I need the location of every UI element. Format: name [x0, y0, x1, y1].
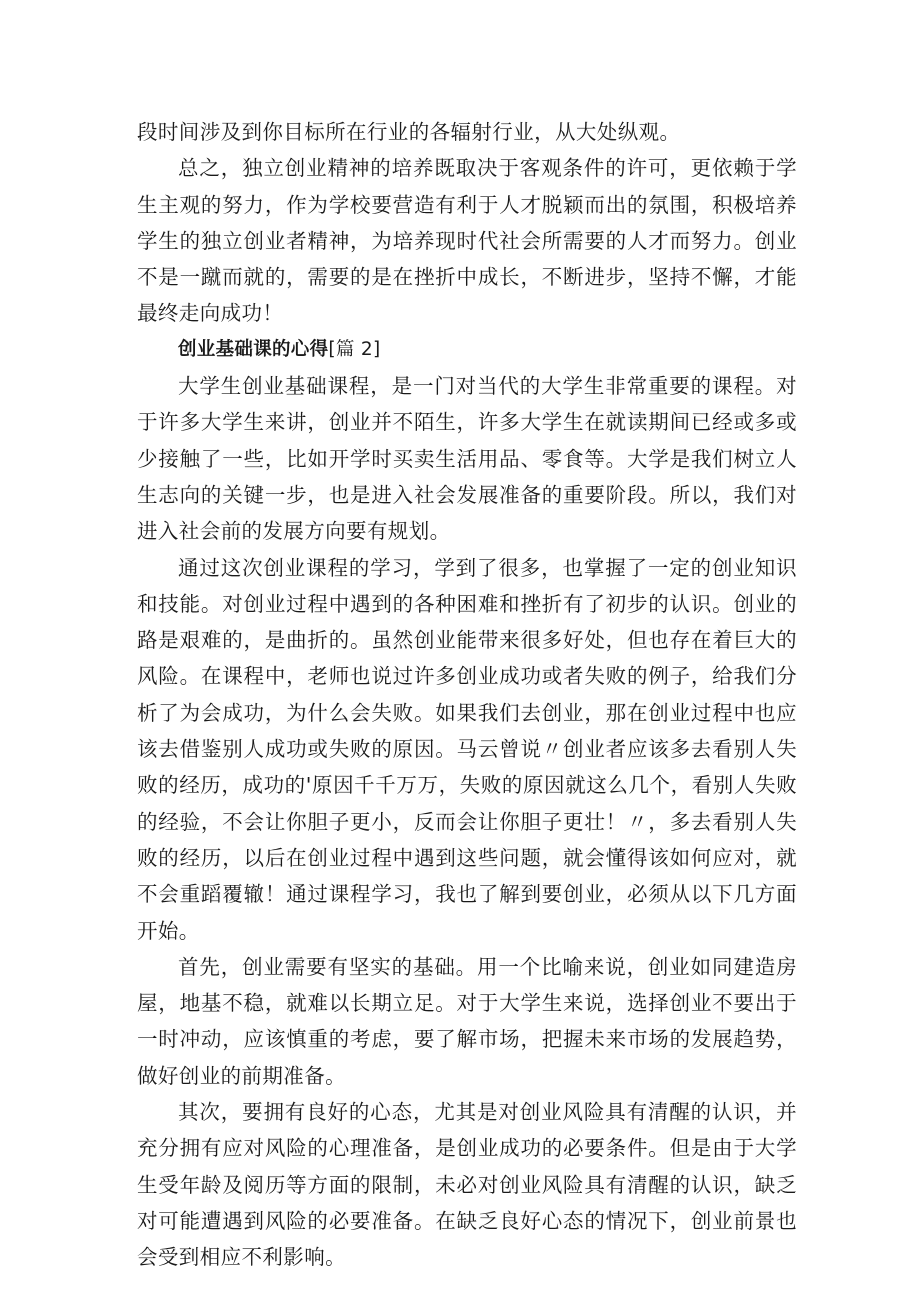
section-heading — [137, 332, 797, 368]
paragraph-conclusion: 总之，独立创业精神的培养既取决于客观条件的许可，更依赖于学生主观的努力，作为学校要营造有利于人才脱颖而出的氛围，积极培养学生的独立创业者精神，为培养现时代社会所需要的人才而努力。创业不是一蹴而就的，需要的是在挫折中成长，不断进步，坚持不懈，才能最终走向成功！ — [137, 156, 797, 326]
paragraph-continued: 段时间涉及到你目标所在行业的各辐射行业，从大处纵观。 — [137, 120, 681, 144]
section-heading-tag: [篇 2] — [328, 338, 381, 360]
paragraph-first: 首先，创业需要有坚实的基础。用一个比喻来说，创业如同建造房屋，地基不稳，就难以长期立足。对于大学生来说，选择创业不要出于一时冲动，应该慎重的考虑，要了解市场，把握未来市场的发展趋势，做好创业的前期准备。 — [137, 954, 797, 1088]
document-page — [137, 114, 797, 1276]
paragraph-intro: 大学生创业基础课程，是一门对当代的大学生非常重要的课程。对于许多大学生来讲，创业并不陌生，许多大学生在就读期间已经或多或少接触了一些，比如开学时买卖生活用品、零食等。大学是我们树立人生志向的关键一步，也是进入社会发展准备的重要阶段。所以，我们对进入社会前的发展方向要有规划。 — [137, 374, 797, 544]
paragraph-second: 其次，要拥有良好的心态，尤其是对创业风险具有清醒的认识，并充分拥有应对风险的心理准备，是创业成功的必要条件。但是由于大学生受年龄及阅历等方面的限制，未必对创业风险具有清醒的认识，缺乏对可能遭遇到风险的必要准备。在缺乏良好心态的情况下，创业前景也会受到相应不利影响。 — [137, 1100, 797, 1270]
section-heading-title: 创业基础课的心得 — [178, 338, 329, 360]
paragraph-learning: 通过这次创业课程的学习，学到了很多，也掌握了一定的创业知识和技能。对创业过程中遇到的各种困难和挫折有了初步的认识。创业的路是艰难的，是曲折的。虽然创业能带来很多好处，但也存在着巨大的风险。在课程中，老师也说过许多创业成功或者失败的例子，给我们分析了为会成功，为什么会失败。如果我们去创业，那在创业过程中也应该去借鉴别人成功或失败的原因。马云曾说〃创业者应该多去看别人失败的经历，成功的'原因千千万万，失败的原因就这么几个，看别人失败的经验，不会让你胆子更小，反而会让你胆子更壮！〃，多去看别人失败的经历，以后在创业过程中遇到这些问题，就会懂得该如何应对，就不会重蹈覆辙！通过课程学习，我也了解到要创业，必须从以下几方面开始。 — [137, 555, 797, 943]
